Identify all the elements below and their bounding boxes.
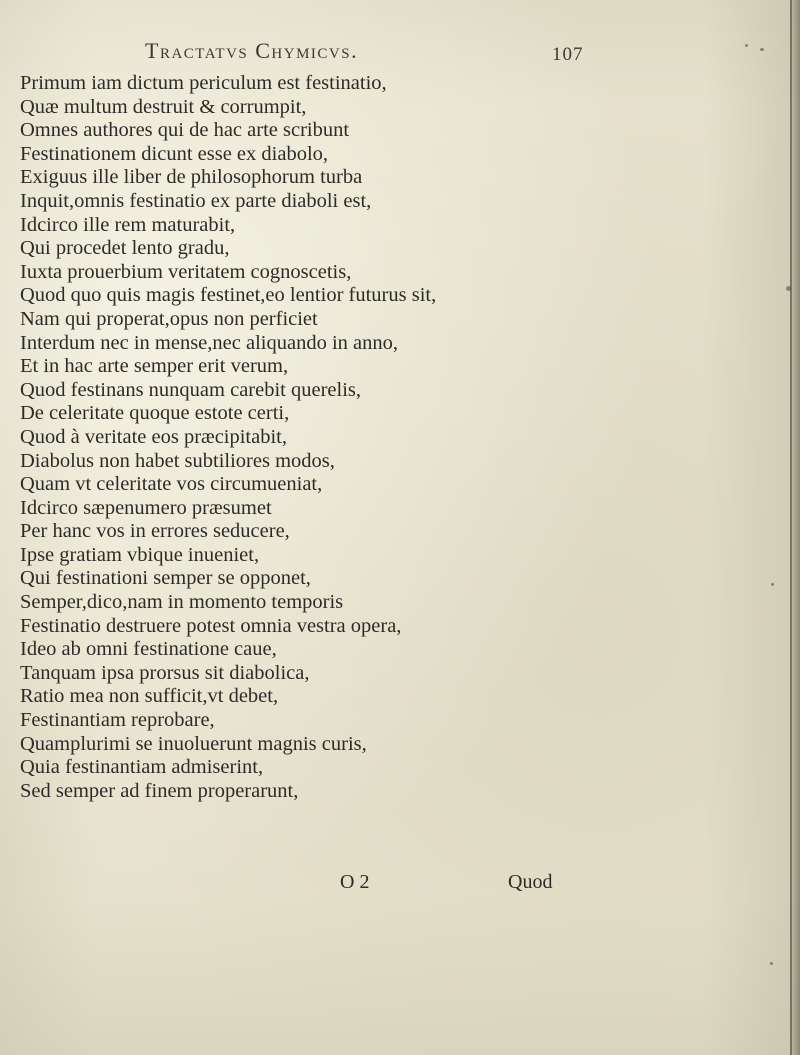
verse-line: Idcirco ille rem maturabit, xyxy=(20,213,236,236)
ink-speck xyxy=(745,44,748,47)
verse-line: De celeritate quoque estote certi, xyxy=(20,402,290,425)
verse-line: Sed semper ad finem properarunt, xyxy=(20,779,299,802)
verse-line: Exiguus ille liber de philosophorum turba xyxy=(20,166,363,189)
page-edge-line xyxy=(790,0,792,1055)
verse-line: Ratio mea non sufficit,vt debet, xyxy=(20,685,279,708)
verse-line: Ipse gratiam vbique inueniet, xyxy=(20,543,260,566)
verse-line: Quod quo quis magis festinet,eo lentior futurus sit, xyxy=(20,284,437,307)
catchword: Quod xyxy=(508,871,553,893)
verse-line: Per hanc vos in errores seducere, xyxy=(20,520,290,543)
verse-line: Primum iam dictum periculum est festinatio, xyxy=(20,72,387,94)
page-number: 107 xyxy=(552,44,584,65)
verse-line: Inquit,omnis festinatio ex parte diaboli est, xyxy=(20,189,372,212)
signature-mark: O 2 xyxy=(340,871,370,893)
verse-line: Semper,dico,nam in momento temporis xyxy=(20,591,344,614)
verse-line: Interdum nec in mense,nec aliquando in anno, xyxy=(20,331,398,354)
verse-line: Quæ multum destruit & corrumpit, xyxy=(20,95,307,118)
verse-line: Festinationem dicunt esse ex diabolo, xyxy=(20,142,329,165)
verse-line: Iuxta prouerbium veritatem cognoscetis, xyxy=(20,260,352,283)
verse-line: Quia festinantiam admiserint, xyxy=(20,756,264,779)
verse-text xyxy=(20,72,720,803)
verse-line: Tanquam ipsa prorsus sit diabolica, xyxy=(20,661,310,684)
verse-line: Omnes authores qui de hac arte scribunt xyxy=(20,119,350,142)
ink-speck xyxy=(770,962,773,965)
verse-line: Qui procedet lento gradu, xyxy=(20,237,230,260)
ink-speck xyxy=(786,286,791,291)
verse-line: Quamplurimi se inuoluerunt magnis curis, xyxy=(20,732,367,755)
verse-line: Nam qui properat,opus non perficiet xyxy=(20,307,318,330)
verse-line: Et in hac arte semper erit verum, xyxy=(20,355,289,378)
verse-line: Quam vt celeritate vos circumueniat, xyxy=(20,473,323,496)
verse-line: Quod festinans nunquam carebit querelis, xyxy=(20,378,362,401)
verse-line: Quod à veritate eos præcipitabit, xyxy=(20,425,287,448)
verse-line: Qui festinationi semper se opponet, xyxy=(20,567,311,590)
verse-line: Diabolus non habet subtiliores modos, xyxy=(20,449,335,472)
verse-line: Idcirco sæpenumero præsumet xyxy=(20,496,272,519)
verse-line: Festinatio destruere potest omnia vestra opera, xyxy=(20,614,402,637)
ink-speck xyxy=(760,48,764,51)
verse-line: Ideo ab omni festinatione caue, xyxy=(20,638,277,661)
running-title: Tractatvs Chymicvs. xyxy=(145,38,359,63)
verse-line: Festinantiam reprobare, xyxy=(20,709,215,732)
ink-speck xyxy=(771,583,774,586)
